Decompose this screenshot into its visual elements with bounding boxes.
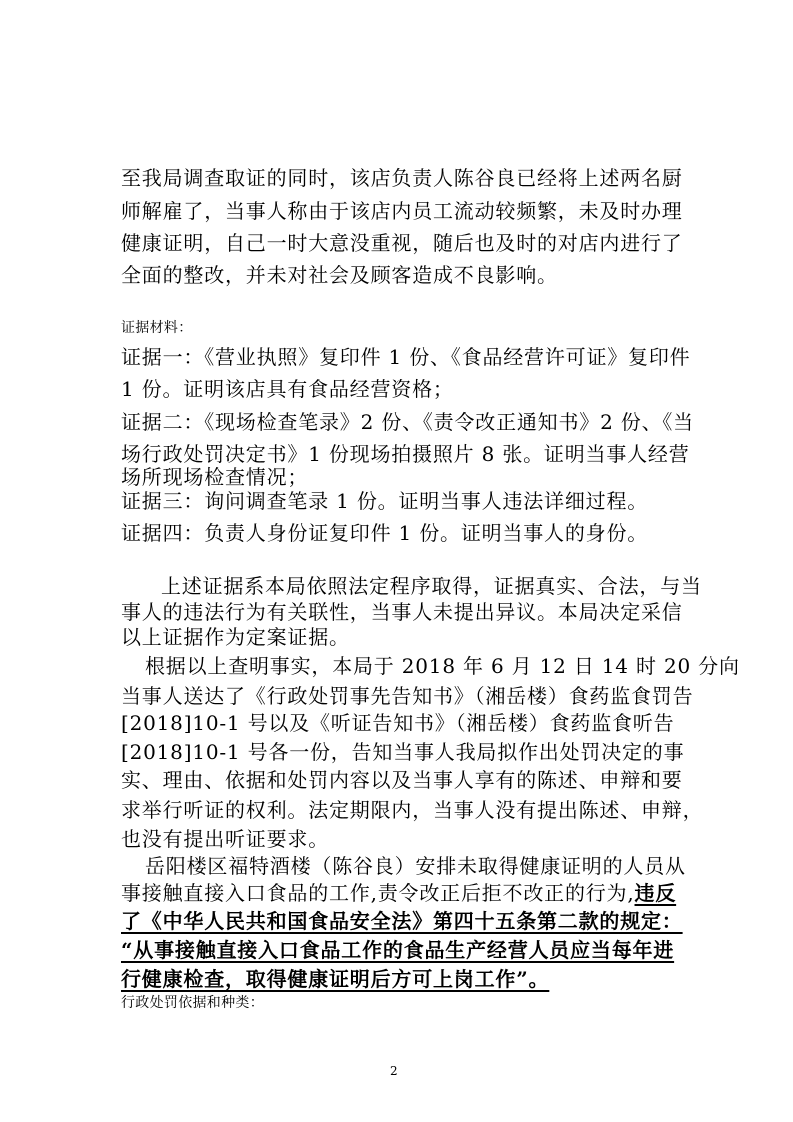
text-line: 以上证据作为定案证据。 — [121, 625, 350, 649]
text-line: 全面的整改，并未对社会及顾客造成不良影响。 — [121, 263, 558, 287]
text-line: [2018]10-1 号各一份，告知当事人我局拟作出处罚决定的事 — [121, 740, 685, 764]
text-line: 健康证明，自己一时大意没重视，随后也及时的对店内进行了 — [121, 231, 683, 255]
text-line: 当事人送达了《行政处罚事先告知书》（湘岳楼）食药监食罚告 — [121, 684, 694, 708]
text-line: 求举行听证的权利。法定期限内，当事人没有提出陈述、申辩， — [121, 798, 704, 822]
evidence-line: 场所现场检查情况； — [121, 465, 309, 489]
text-line: 实、理由、依据和处罚内容以及当事人享有的陈述、申辩和要 — [121, 768, 683, 792]
evidence-line: 证据二：《现场检查笔录》2 份、《责令改正通知书》2 份、《当 — [121, 410, 694, 434]
evidence-line: 证据四：负责人身份证复印件 1 份。证明当事人的身份。 — [121, 521, 649, 545]
page-number: 2 — [390, 1064, 398, 1078]
text-line: 也没有提出听证要求。 — [121, 827, 329, 851]
evidence-line: 证据一：《营业执照》复印件 1 份、《食品经营许可证》复印件 — [121, 345, 691, 369]
text-line: 岳阳楼区福特酒楼（陈谷良）安排未取得健康证明的人员从 — [145, 854, 686, 878]
text-line: 上述证据系本局依照法定程序取得，证据真实、合法，与当 — [161, 574, 702, 598]
evidence-heading: 证据材料： — [121, 320, 193, 336]
text-line: 事人的违法行为有关联性，当事人未提出异议。本局决定采信 — [121, 600, 683, 624]
evidence-line: 证据三：询问调查笔录 1 份。证明当事人违法详细过程。 — [121, 489, 649, 513]
evidence-line: 场行政处罚决定书》1 份现场拍摄照片 8 张。证明当事人经营 — [121, 442, 690, 466]
text-line: 师解雇了，当事人称由于该店内员工流动较频繁，未及时办理 — [121, 199, 683, 223]
text-segment: 事接触直接入口食品的工作,责令改正后拒不改正的行为, — [121, 881, 635, 905]
evidence-line: 1 份。证明该店具有食品经营资格； — [121, 377, 454, 401]
text-line: 至我局调查取证的同时，该店负责人陈谷良已经将上述两名厨 — [121, 166, 683, 190]
penalty-heading: 行政处罚依据和种类： — [121, 995, 264, 1011]
text-line — [121, 878, 676, 908]
text-line: 根据以上查明事实，本局于 2018 年 6 月 12 日 14 时 20 分向 — [145, 654, 740, 678]
legal-citation-text: 违反 — [634, 881, 677, 905]
text-line: [2018]10-1 号以及《听证告知书》（湘岳楼）食药监食听告 — [121, 711, 675, 735]
legal-citation-text: “从事接触直接入口食品工作的食品生产经营人员应当每年进 — [121, 938, 675, 962]
legal-citation-text: 行健康检查，取得健康证明后方可上岗工作”。 — [121, 967, 550, 991]
legal-citation-text: 了《中华人民共和国食品安全法》第四十五条第二款的规定： — [121, 909, 683, 933]
